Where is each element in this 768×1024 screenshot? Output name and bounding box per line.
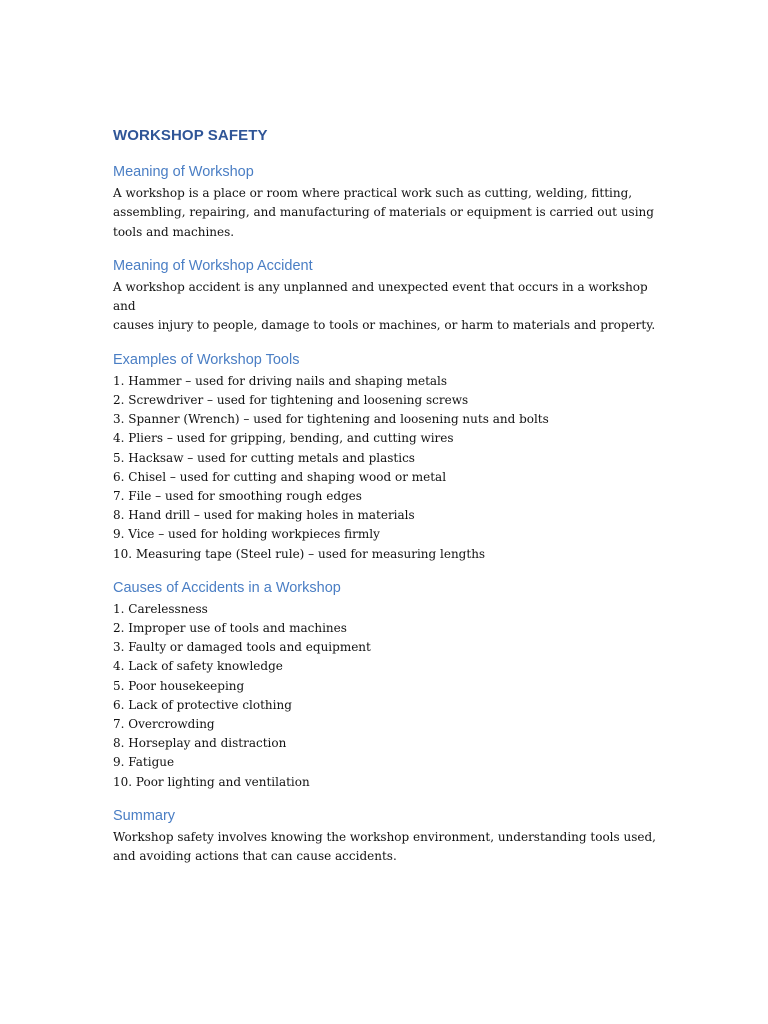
paragraph-line: tools and machines. (113, 224, 235, 239)
list-item: 2. Screwdriver – used for tightening and loosening screws (113, 392, 469, 407)
list-item: 8. Horseplay and distraction (113, 736, 287, 751)
list-item: 6. Lack of protective clothing (113, 697, 292, 712)
list-item: 4. Lack of safety knowledge (113, 659, 283, 674)
list-item: 7. File – used for smoothing rough edges (113, 489, 362, 503)
list-item: 5. Poor housekeeping (113, 678, 245, 693)
list-item: 4. Pliers – used for gripping, bending, and cutting wires (113, 431, 454, 446)
list-item: 3. Spanner (Wrench) – used for tightening and loosening nuts and bolts (113, 412, 549, 427)
section-causes-of-accidents (113, 578, 673, 792)
section-summary (113, 806, 673, 867)
paragraph-line: A workshop is a place or room where practical work such as cutting, welding, fitting, (113, 186, 633, 200)
paragraph (113, 828, 673, 867)
list-item: 9. Vice – used for holding workpieces firmly (113, 527, 380, 542)
list-item: 2. Improper use of tools and machines (113, 621, 347, 636)
paragraph-line: A workshop accident is any unplanned and unexpected event that occurs in a workshop and (113, 279, 648, 314)
section-meaning-of-workshop-accident (113, 256, 673, 336)
list-item: 5. Hacksaw – used for cutting metals and plastics (113, 450, 415, 465)
list-item: 8. Hand drill – used for making holes in materials (113, 508, 415, 523)
section-heading: Summary (113, 807, 176, 824)
list-item: 7. Overcrowding (113, 717, 215, 732)
paragraph-line: Workshop safety involves knowing the workshop environment, understanding tools used, (113, 829, 656, 844)
paragraph (113, 278, 673, 336)
section-heading: Examples of Workshop Tools (113, 351, 300, 368)
list-item: 10. Poor lighting and ventilation (113, 774, 310, 789)
paragraph-line: causes injury to people, damage to tools or machines, or harm to materials and property. (113, 318, 656, 333)
list-item: 1. Carelessness (113, 601, 208, 616)
causes-list (113, 600, 673, 792)
section-heading: Meaning of Workshop Accident (113, 257, 313, 274)
section-meaning-of-workshop (113, 162, 673, 242)
document-title: WORKSHOP SAFETY (113, 127, 268, 144)
list-item: 1. Hammer – used for driving nails and shaping metals (113, 373, 448, 388)
paragraph (113, 184, 673, 242)
list-item: 10. Measuring tape (Steel rule) – used for measuring lengths (113, 546, 486, 561)
section-heading: Meaning of Workshop (113, 164, 254, 180)
paragraph-line: assembling, repairing, and manufacturing of materials or equipment is carried out using (113, 205, 654, 220)
paragraph-line: and avoiding actions that can cause accidents. (113, 849, 397, 864)
section-heading: Causes of Accidents in a Workshop (113, 579, 341, 596)
document-page (113, 126, 673, 880)
list-item: 9. Fatigue (113, 755, 175, 770)
section-examples-of-workshop-tools (113, 350, 673, 564)
list-item: 3. Faulty or damaged tools and equipment (113, 640, 371, 655)
list-item: 6. Chisel – used for cutting and shaping wood or metal (113, 469, 447, 484)
tools-list (113, 372, 673, 564)
